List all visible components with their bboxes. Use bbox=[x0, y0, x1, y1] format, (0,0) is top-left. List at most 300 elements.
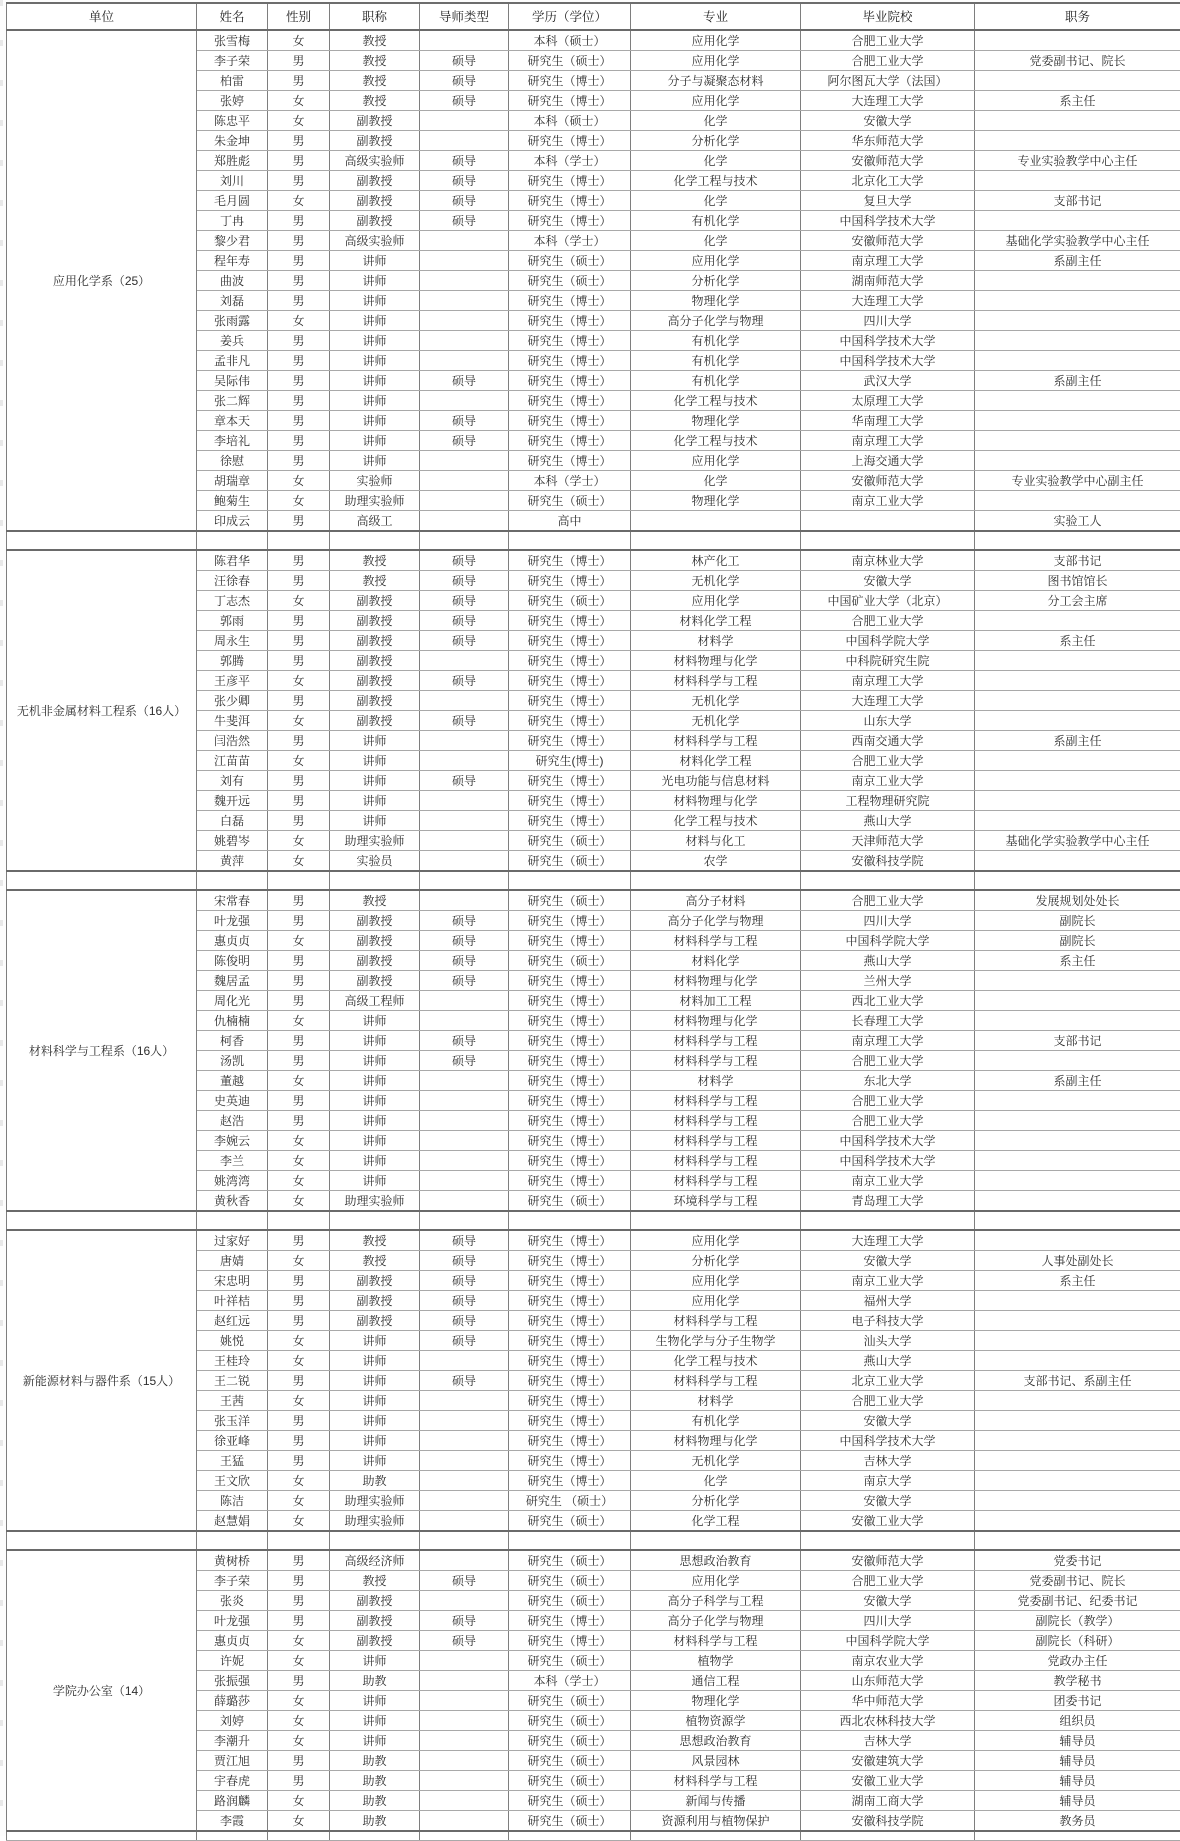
cell-gender: 女 bbox=[268, 751, 330, 771]
empty-cell bbox=[509, 871, 631, 890]
cell-school: 中国科学技术大学 bbox=[801, 1151, 975, 1171]
cell-title: 讲师 bbox=[330, 1131, 420, 1151]
cell-mentor-type: 硕导 bbox=[420, 550, 509, 571]
cell-duty bbox=[975, 1311, 1180, 1331]
cell-major: 化学工程与技术 bbox=[631, 431, 801, 451]
cell-degree: 研究生（博士） bbox=[509, 1431, 631, 1451]
cell-duty: 组织员 bbox=[975, 1711, 1180, 1731]
cell-duty: 辅导员 bbox=[975, 1791, 1180, 1811]
cell-school: 武汉大学 bbox=[801, 371, 975, 391]
cell-mentor-type bbox=[420, 1451, 509, 1471]
cell-duty: 副院长（科研） bbox=[975, 1631, 1180, 1651]
cell-name: 王文欣 bbox=[197, 1471, 268, 1491]
cell-major: 材料物理与化学 bbox=[631, 971, 801, 991]
cell-major: 化学 bbox=[631, 151, 801, 171]
cell-gender: 女 bbox=[268, 91, 330, 111]
cell-mentor-type bbox=[420, 1471, 509, 1491]
cell-major bbox=[631, 511, 801, 532]
cell-name: 丁冉 bbox=[197, 211, 268, 231]
cell-major: 无机化学 bbox=[631, 691, 801, 711]
cell-title: 高级经济师 bbox=[330, 1550, 420, 1571]
cell-mentor-type bbox=[420, 30, 509, 51]
cell-school: 复旦大学 bbox=[801, 191, 975, 211]
cell-duty bbox=[975, 111, 1180, 131]
empty-cell bbox=[330, 531, 420, 550]
cell-major: 化学工程 bbox=[631, 1511, 801, 1532]
cell-major: 材料物理与化学 bbox=[631, 791, 801, 811]
cell-title: 讲师 bbox=[330, 1651, 420, 1671]
cell-degree: 研究生（博士） bbox=[509, 1351, 631, 1371]
cell-gender: 男 bbox=[268, 971, 330, 991]
cell-gender: 男 bbox=[268, 1091, 330, 1111]
unit-cell: 学院办公室（14） bbox=[7, 1550, 197, 1831]
cell-degree: 研究生（博士） bbox=[509, 1051, 631, 1071]
cell-name: 仇楠楠 bbox=[197, 1011, 268, 1031]
cell-gender: 男 bbox=[268, 1031, 330, 1051]
cell-major: 有机化学 bbox=[631, 1411, 801, 1431]
cell-duty: 系副主任 bbox=[975, 371, 1180, 391]
cell-name: 姚碧岑 bbox=[197, 831, 268, 851]
cell-degree: 研究生（博士） bbox=[509, 1331, 631, 1351]
cell-title: 助教 bbox=[330, 1471, 420, 1491]
cell-mentor-type bbox=[420, 1751, 509, 1771]
cell-title: 副教授 bbox=[330, 611, 420, 631]
cell-degree: 研究生（硕士） bbox=[509, 51, 631, 71]
cell-degree: 研究生（博士） bbox=[509, 991, 631, 1011]
cell-mentor-type bbox=[420, 890, 509, 911]
cell-duty bbox=[975, 711, 1180, 731]
cell-duty bbox=[975, 171, 1180, 191]
cell-duty bbox=[975, 991, 1180, 1011]
cell-duty bbox=[975, 811, 1180, 831]
cell-title: 讲师 bbox=[330, 351, 420, 371]
cell-mentor-type bbox=[420, 691, 509, 711]
cell-mentor-type: 硕导 bbox=[420, 771, 509, 791]
cell-duty bbox=[975, 851, 1180, 872]
cell-duty: 系副主任 bbox=[975, 251, 1180, 271]
cell-mentor-type bbox=[420, 311, 509, 331]
cell-major: 材料科学与工程 bbox=[631, 1311, 801, 1331]
cell-name: 江苗苗 bbox=[197, 751, 268, 771]
cell-gender: 男 bbox=[268, 371, 330, 391]
cell-name: 惠贞贞 bbox=[197, 931, 268, 951]
cell-major: 材料物理与化学 bbox=[631, 1431, 801, 1451]
cell-degree: 研究生（博士） bbox=[509, 1011, 631, 1031]
cell-school bbox=[801, 511, 975, 532]
cell-name: 张振强 bbox=[197, 1671, 268, 1691]
cell-title: 教授 bbox=[330, 91, 420, 111]
cell-mentor-type: 硕导 bbox=[420, 591, 509, 611]
cell-gender: 男 bbox=[268, 1611, 330, 1631]
cell-duty bbox=[975, 1411, 1180, 1431]
cell-name: 许妮 bbox=[197, 1651, 268, 1671]
cell-gender: 男 bbox=[268, 771, 330, 791]
cell-school: 中国科学院大学 bbox=[801, 631, 975, 651]
cell-school: 阿尔图瓦大学（法国） bbox=[801, 71, 975, 91]
cell-name: 朱金坤 bbox=[197, 131, 268, 151]
empty-cell bbox=[801, 531, 975, 550]
cell-gender: 男 bbox=[268, 251, 330, 271]
cell-school: 中国科学技术大学 bbox=[801, 331, 975, 351]
cell-duty: 党委副书记、纪委书记 bbox=[975, 1591, 1180, 1611]
cell-major: 应用化学 bbox=[631, 51, 801, 71]
cell-name: 程年寿 bbox=[197, 251, 268, 271]
cell-degree: 研究生（硕士） bbox=[509, 1691, 631, 1711]
cell-duty: 基础化学实验教学中心主任 bbox=[975, 831, 1180, 851]
cell-title: 助理实验师 bbox=[330, 491, 420, 511]
cell-school: 中国科学技术大学 bbox=[801, 211, 975, 231]
cell-duty bbox=[975, 1331, 1180, 1351]
cell-mentor-type bbox=[420, 751, 509, 771]
cell-duty bbox=[975, 271, 1180, 291]
cell-title: 讲师 bbox=[330, 791, 420, 811]
cell-name: 柯香 bbox=[197, 1031, 268, 1051]
cell-gender: 男 bbox=[268, 1671, 330, 1691]
cell-name: 张炎 bbox=[197, 1591, 268, 1611]
cell-title: 讲师 bbox=[330, 1431, 420, 1451]
cell-degree: 研究生（硕士） bbox=[509, 951, 631, 971]
cell-name: 魏开远 bbox=[197, 791, 268, 811]
cell-gender: 女 bbox=[268, 1471, 330, 1491]
cell-name: 叶祥桔 bbox=[197, 1291, 268, 1311]
cell-school: 上海交通大学 bbox=[801, 451, 975, 471]
cell-degree: 研究生（博士） bbox=[509, 931, 631, 951]
cell-gender: 女 bbox=[268, 1251, 330, 1271]
cell-mentor-type: 硕导 bbox=[420, 71, 509, 91]
cell-mentor-type: 硕导 bbox=[420, 51, 509, 71]
cell-title: 副教授 bbox=[330, 1291, 420, 1311]
cell-title: 讲师 bbox=[330, 811, 420, 831]
cell-degree: 高中 bbox=[509, 511, 631, 532]
cell-duty: 图书馆馆长 bbox=[975, 571, 1180, 591]
cell-degree: 研究生 （硕士） bbox=[509, 1491, 631, 1511]
cell-gender: 男 bbox=[268, 1751, 330, 1771]
cell-name: 刘有 bbox=[197, 771, 268, 791]
cell-major: 思想政治教育 bbox=[631, 1731, 801, 1751]
cell-major: 植物学 bbox=[631, 1651, 801, 1671]
cell-gender: 女 bbox=[268, 191, 330, 211]
cell-major: 应用化学 bbox=[631, 591, 801, 611]
cell-degree: 研究生（博士） bbox=[509, 1411, 631, 1431]
cell-gender: 男 bbox=[268, 731, 330, 751]
cell-mentor-type bbox=[420, 331, 509, 351]
cell-title: 助教 bbox=[330, 1751, 420, 1771]
cell-mentor-type bbox=[420, 1731, 509, 1751]
cell-name: 王猛 bbox=[197, 1451, 268, 1471]
cell-duty: 专业实验教学中心副主任 bbox=[975, 471, 1180, 491]
cell-gender: 女 bbox=[268, 1151, 330, 1171]
cell-gender: 女 bbox=[268, 491, 330, 511]
cell-duty bbox=[975, 971, 1180, 991]
cell-major: 应用化学 bbox=[631, 91, 801, 111]
cell-duty bbox=[975, 131, 1180, 151]
cell-degree: 研究生（博士） bbox=[509, 1631, 631, 1651]
cell-title: 讲师 bbox=[330, 291, 420, 311]
cell-mentor-type: 硕导 bbox=[420, 1230, 509, 1251]
cell-school: 西北农林科技大学 bbox=[801, 1711, 975, 1731]
column-header-mentor-type: 导师类型 bbox=[420, 3, 509, 30]
cell-name: 吴际伟 bbox=[197, 371, 268, 391]
cell-duty bbox=[975, 1191, 1180, 1212]
cell-duty: 教学秘书 bbox=[975, 1671, 1180, 1691]
cell-gender: 男 bbox=[268, 1371, 330, 1391]
cell-title: 讲师 bbox=[330, 1391, 420, 1411]
cell-name: 曲波 bbox=[197, 271, 268, 291]
cell-name: 李子荣 bbox=[197, 51, 268, 71]
cell-duty bbox=[975, 1131, 1180, 1151]
table-row bbox=[7, 1230, 1180, 1251]
cell-title: 副教授 bbox=[330, 1631, 420, 1651]
cell-name: 印成云 bbox=[197, 511, 268, 532]
cell-degree: 研究生（博士） bbox=[509, 71, 631, 91]
cell-mentor-type bbox=[420, 1511, 509, 1532]
cell-major: 资源利用与植物保护 bbox=[631, 1811, 801, 1832]
cell-name: 王二锐 bbox=[197, 1371, 268, 1391]
cell-major: 思想政治教育 bbox=[631, 1550, 801, 1571]
cell-title: 副教授 bbox=[330, 591, 420, 611]
cell-title: 助理实验师 bbox=[330, 831, 420, 851]
cell-major: 分析化学 bbox=[631, 271, 801, 291]
cell-major: 材料科学与工程 bbox=[631, 1151, 801, 1171]
cell-school: 合肥工业大学 bbox=[801, 890, 975, 911]
cell-title: 讲师 bbox=[330, 1091, 420, 1111]
cell-name: 姜兵 bbox=[197, 331, 268, 351]
cell-major: 物理化学 bbox=[631, 411, 801, 431]
empty-cell bbox=[197, 1211, 268, 1230]
cell-school: 燕山大学 bbox=[801, 1351, 975, 1371]
cell-gender: 男 bbox=[268, 1291, 330, 1311]
cell-name: 张雨露 bbox=[197, 311, 268, 331]
cell-school: 安徽大学 bbox=[801, 111, 975, 131]
cell-major: 材料学 bbox=[631, 631, 801, 651]
cell-major: 高分子科学与工程 bbox=[631, 1591, 801, 1611]
cell-gender: 女 bbox=[268, 1131, 330, 1151]
cell-title: 副教授 bbox=[330, 631, 420, 651]
cell-name: 陈君华 bbox=[197, 550, 268, 571]
empty-cell bbox=[268, 1211, 330, 1230]
cell-school: 山东师范大学 bbox=[801, 1671, 975, 1691]
cell-title: 高级实验师 bbox=[330, 151, 420, 171]
cell-mentor-type bbox=[420, 851, 509, 872]
cell-gender: 男 bbox=[268, 1111, 330, 1131]
cell-name: 汤凯 bbox=[197, 1051, 268, 1071]
cell-major: 有机化学 bbox=[631, 351, 801, 371]
cell-gender: 男 bbox=[268, 1230, 330, 1251]
cell-name: 路润麟 bbox=[197, 1791, 268, 1811]
cell-gender: 男 bbox=[268, 1451, 330, 1471]
cell-title: 教授 bbox=[330, 550, 420, 571]
cell-degree: 研究生（博士） bbox=[509, 351, 631, 371]
cell-title: 助教 bbox=[330, 1791, 420, 1811]
cell-mentor-type bbox=[420, 131, 509, 151]
cell-title: 教授 bbox=[330, 571, 420, 591]
cell-mentor-type bbox=[420, 251, 509, 271]
cell-major: 有机化学 bbox=[631, 331, 801, 351]
empty-cell bbox=[975, 871, 1180, 890]
cell-mentor-type: 硕导 bbox=[420, 611, 509, 631]
cell-title: 教授 bbox=[330, 30, 420, 51]
cell-duty: 支部书记 bbox=[975, 550, 1180, 571]
cell-school: 南京工业大学 bbox=[801, 771, 975, 791]
cell-major: 材料学 bbox=[631, 1391, 801, 1411]
cell-name: 李培礼 bbox=[197, 431, 268, 451]
cell-duty: 党政办主任 bbox=[975, 1651, 1180, 1671]
cell-gender: 男 bbox=[268, 1051, 330, 1071]
cell-name: 姚悦 bbox=[197, 1331, 268, 1351]
cell-school: 安徽师范大学 bbox=[801, 151, 975, 171]
empty-cell bbox=[268, 531, 330, 550]
cell-school: 工程物理研究院 bbox=[801, 791, 975, 811]
cell-title: 助教 bbox=[330, 1811, 420, 1832]
cell-school: 合肥工业大学 bbox=[801, 30, 975, 51]
cell-duty bbox=[975, 611, 1180, 631]
cell-gender: 男 bbox=[268, 331, 330, 351]
cell-gender: 男 bbox=[268, 231, 330, 251]
cell-gender: 女 bbox=[268, 671, 330, 691]
cell-major: 应用化学 bbox=[631, 451, 801, 471]
empty-cell bbox=[197, 1531, 268, 1550]
cell-gender: 女 bbox=[268, 1071, 330, 1091]
cell-duty bbox=[975, 211, 1180, 231]
cell-gender: 女 bbox=[268, 1011, 330, 1031]
cell-degree: 研究生（博士） bbox=[509, 1131, 631, 1151]
cell-gender: 男 bbox=[268, 131, 330, 151]
cell-mentor-type bbox=[420, 1351, 509, 1371]
cell-gender: 男 bbox=[268, 811, 330, 831]
cell-school: 燕山大学 bbox=[801, 951, 975, 971]
cell-mentor-type: 硕导 bbox=[420, 431, 509, 451]
cell-duty: 分工会主席 bbox=[975, 591, 1180, 611]
empty-cell bbox=[509, 1211, 631, 1230]
cell-gender: 男 bbox=[268, 651, 330, 671]
cell-gender: 男 bbox=[268, 1550, 330, 1571]
cell-name: 叶龙强 bbox=[197, 911, 268, 931]
cell-title: 实验员 bbox=[330, 851, 420, 872]
cell-degree: 研究生（博士） bbox=[509, 1311, 631, 1331]
cell-major: 物理化学 bbox=[631, 1691, 801, 1711]
cell-major: 通信工程 bbox=[631, 1671, 801, 1691]
cell-school: 安徽师范大学 bbox=[801, 1550, 975, 1571]
cell-school: 吉林大学 bbox=[801, 1451, 975, 1471]
cell-school: 合肥工业大学 bbox=[801, 1571, 975, 1591]
cell-degree: 研究生（硕士） bbox=[509, 1791, 631, 1811]
cell-name: 陈忠平 bbox=[197, 111, 268, 131]
section-separator-row bbox=[7, 531, 1180, 550]
cell-title: 讲师 bbox=[330, 451, 420, 471]
cell-major: 化学工程与技术 bbox=[631, 171, 801, 191]
cell-duty: 系主任 bbox=[975, 951, 1180, 971]
cell-duty bbox=[975, 1391, 1180, 1411]
cell-school: 南京理工大学 bbox=[801, 431, 975, 451]
cell-degree: 研究生（硕士） bbox=[509, 1711, 631, 1731]
cell-degree: 研究生（硕士） bbox=[509, 1571, 631, 1591]
cell-mentor-type: 硕导 bbox=[420, 1611, 509, 1631]
cell-name: 过家好 bbox=[197, 1230, 268, 1251]
cell-degree: 研究生（博士） bbox=[509, 711, 631, 731]
cell-title: 高级实验师 bbox=[330, 231, 420, 251]
cell-degree: 研究生（博士） bbox=[509, 611, 631, 631]
cell-school: 中国科学技术大学 bbox=[801, 351, 975, 371]
unit-cell: 应用化学系（25） bbox=[7, 30, 197, 531]
cell-duty bbox=[975, 1151, 1180, 1171]
cell-duty bbox=[975, 1171, 1180, 1191]
cell-gender: 男 bbox=[268, 451, 330, 471]
cell-duty bbox=[975, 751, 1180, 771]
cell-name: 刘川 bbox=[197, 171, 268, 191]
cell-name: 王彦平 bbox=[197, 671, 268, 691]
cell-school: 北京工业大学 bbox=[801, 1371, 975, 1391]
cell-degree: 研究生（博士） bbox=[509, 1291, 631, 1311]
cell-school: 华中师范大学 bbox=[801, 1691, 975, 1711]
empty-cell bbox=[420, 1211, 509, 1230]
cell-degree: 研究生（博士） bbox=[509, 1251, 631, 1271]
cell-name: 丁志杰 bbox=[197, 591, 268, 611]
cell-major: 无机化学 bbox=[631, 711, 801, 731]
cell-degree: 研究生（硕士） bbox=[509, 1511, 631, 1532]
cell-gender: 男 bbox=[268, 890, 330, 911]
cell-duty: 支部书记 bbox=[975, 191, 1180, 211]
cell-degree: 研究生（博士） bbox=[509, 691, 631, 711]
cell-name: 张婷 bbox=[197, 91, 268, 111]
cell-name: 贾江旭 bbox=[197, 1751, 268, 1771]
cell-degree: 研究生（博士） bbox=[509, 391, 631, 411]
cell-school: 电子科技大学 bbox=[801, 1311, 975, 1331]
cell-name: 牛斐洱 bbox=[197, 711, 268, 731]
cell-major: 生物化学与分子生物学 bbox=[631, 1331, 801, 1351]
cell-mentor-type bbox=[420, 231, 509, 251]
cell-duty bbox=[975, 451, 1180, 471]
cell-degree: 研究生（硕士） bbox=[509, 1651, 631, 1671]
cell-major: 化学工程与技术 bbox=[631, 811, 801, 831]
cell-mentor-type: 硕导 bbox=[420, 971, 509, 991]
empty-cell bbox=[801, 1211, 975, 1230]
cell-major: 林产化工 bbox=[631, 550, 801, 571]
cell-gender: 男 bbox=[268, 631, 330, 651]
cell-title: 讲师 bbox=[330, 371, 420, 391]
cell-mentor-type: 硕导 bbox=[420, 91, 509, 111]
cell-gender: 女 bbox=[268, 30, 330, 51]
cell-mentor-type bbox=[420, 391, 509, 411]
cell-name: 徐亚峰 bbox=[197, 1431, 268, 1451]
cell-school: 安徽建筑大学 bbox=[801, 1751, 975, 1771]
cell-gender: 女 bbox=[268, 1711, 330, 1731]
cell-title: 助教 bbox=[330, 1771, 420, 1791]
section-separator-row bbox=[7, 1211, 1180, 1230]
header-row bbox=[7, 3, 1180, 30]
cell-name: 王桂玲 bbox=[197, 1351, 268, 1371]
cell-degree: 研究生（博士） bbox=[509, 1451, 631, 1471]
cell-degree: 本科（学士） bbox=[509, 151, 631, 171]
cell-major: 高分子化学与物理 bbox=[631, 911, 801, 931]
cell-name: 毛月圆 bbox=[197, 191, 268, 211]
cell-degree: 研究生（博士） bbox=[509, 1031, 631, 1051]
cell-school: 南京理工大学 bbox=[801, 1031, 975, 1051]
cell-title: 讲师 bbox=[330, 1171, 420, 1191]
cell-degree: 研究生（博士） bbox=[509, 571, 631, 591]
cell-degree: 研究生（博士） bbox=[509, 311, 631, 331]
cell-major: 材料学 bbox=[631, 1071, 801, 1091]
cell-major: 材料科学与工程 bbox=[631, 1091, 801, 1111]
cell-duty: 系主任 bbox=[975, 1271, 1180, 1291]
cell-mentor-type bbox=[420, 1411, 509, 1431]
cell-duty: 基础化学实验教学中心主任 bbox=[975, 231, 1180, 251]
cell-school: 湖南师范大学 bbox=[801, 271, 975, 291]
cell-gender: 女 bbox=[268, 1811, 330, 1832]
cell-degree: 研究生（硕士） bbox=[509, 591, 631, 611]
cell-name: 宋常春 bbox=[197, 890, 268, 911]
cell-major: 材料科学与工程 bbox=[631, 1131, 801, 1151]
cell-major: 材料科学与工程 bbox=[631, 671, 801, 691]
